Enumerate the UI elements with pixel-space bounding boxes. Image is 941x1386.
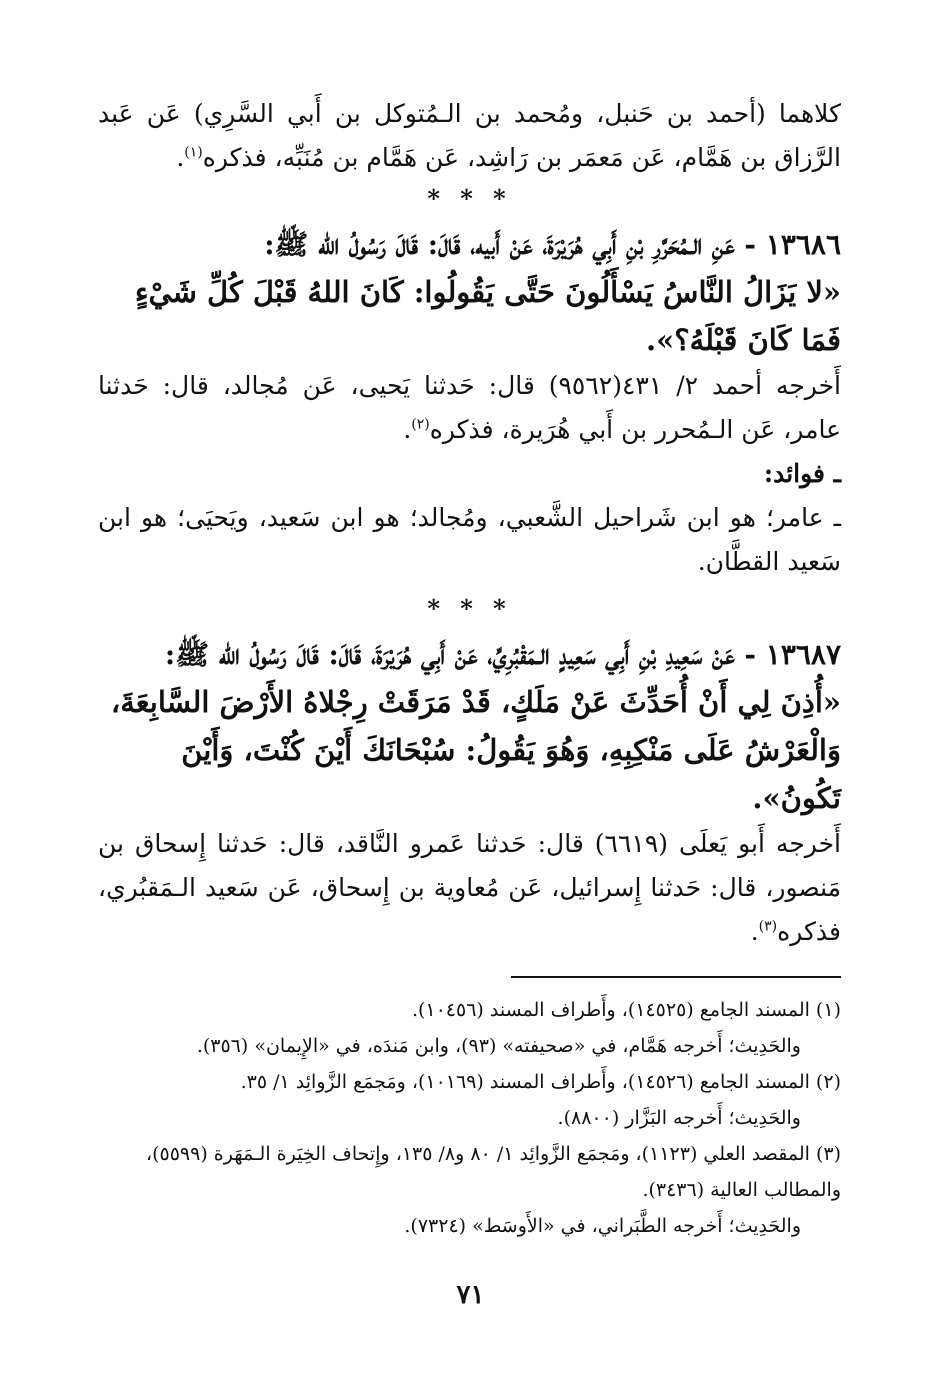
footnote-1-continuation: والحَدِيث؛ أَخرجه هَمَّام، في «صحيفته» (٩٣)، وابن مَندَه، في «الإِيمان» (٣٥٦).: [196, 1035, 801, 1057]
footnote-ref-2[interactable]: (٢): [411, 416, 430, 433]
footnote-2: (٢) المسند الجامع (١٤٥٢٦)، وأَطراف المسند (١٠١٦٩)، ومَجمَع الزَّوائِد ١/ ٣٥.: [240, 1071, 841, 1093]
hadith-13686-heading: ١٣٦٨٦ - عَنِ الـمُحَرَّرِ بْنِ أَبِي هُرَيْرَةَ، عَنْ أَبيه، قَالَ: قَالَ رَسُولُ الله ﷺ:: [264, 228, 841, 261]
footnotes: [98, 992, 841, 1244]
hadith-13686-quote: «لا يَزَالُ النَّاسُ يَسْأَلُونَ حَتَّى يَقُولُوا: كَانَ اللهُ قَبْلَ كُلِّ شَيْءٍ فَمَا كَانَ قَبْلَهُ؟».: [134, 275, 841, 357]
footnote-2-continuation: والحَدِيث؛ أَخرجه البَزَّار (٨٨٠٠).: [557, 1107, 801, 1129]
fawaid-text: ـ عامر؛ هو ابن شَراحيل الشَّعبي، ومُجالد؛ هو ابن سَعيد، ويَحيَى؛ هو ابن سَعيد القطَّان.: [98, 503, 841, 576]
footnote-divider: [511, 976, 841, 978]
opening-isnad-paragraph: كلاهما (أحمد بن حَنبل، ومُحمد بن الـمُتوكل بن أَبي السَّرِي) عَن عَبد الرَّزاق بن هَمَّام، عَن مَعمَر بن رَاشِد، عَن هَمَّام بن مُنَبِّه، فذكره$^{(١)}$.: [98, 99, 841, 172]
opening-isnad-text: كلاهما (أحمد بن حَنبل، ومُحمد بن الـمُتوكل بن أَبي السَّرِي) عَن عَبد الرَّزاق بن هَمَّام، عَن مَعمَر بن رَاشِد، عَن هَمَّام بن مُنَبِّه، فذكره: [98, 99, 841, 172]
hadith-13687-takhrij: أَخرجه أَبو يَعلَى (٦٦١٩) قال: حَدثنا عَمرو النَّاقد، قال: حَدثنا إِسحاق بن مَنصور، قال: حَدثنا إِسرائيل، عَن مُعاوية بن إِسحاق، عَن سَعيد الـمَقبُري، فذكره$^{(٣)}$.: [98, 829, 841, 946]
page-number: ٧١: [456, 1280, 485, 1310]
hadith-13686-takhrij-text: أَخرجه أحمد ٢/ ٤٣١(٩٥٦٢) قال: حَدثنا يَحيى، عَن مُجالد، قال: حَدثنا عامر، عَن الـمُحرر بن أَبي هُرَيرة، فذكره: [98, 371, 842, 444]
hadith-13687-quote: «أُذِنَ لِي أَنْ أُحَدِّثَ عَنْ مَلَكٍ، قَدْ مَرَقَتْ رِجْلاهُ الأَرْضَ السَّابِعَةَ، وَالْعَرْشُ عَلَى مَنْكِبِهِ، وَهُوَ يَقُولُ: سُبْحَانَكَ أَيْنَ كُنْتَ، وَأَيْنَ تَكُونُ».: [110, 685, 841, 815]
footnote-ref-1[interactable]: (١): [184, 144, 203, 161]
hadith-13687-takhrij-text: أَخرجه أَبو يَعلَى (٦٦١٩) قال: حَدثنا عَمرو النَّاقد، قال: حَدثنا إِسحاق بن مَنصور، قال: حَدثنا إِسرائيل، عَن مُعاوية بن إِسحاق، عَن سَعيد الـمَقبُري، فذكره: [98, 829, 841, 946]
footnote-3: (٣) المقصد العلي (١١٢٣)، ومَجمَع الزَّوائِد ١/ ٨٠ و٨/ ١٣٥، وإِتحاف الخِيَرة الـمَهَرة (٥٥٩٩)، والمطالب العالية (٣٤٣٦).: [145, 1143, 841, 1201]
hadith-13687-heading: ١٣٦٨٧ - عَنْ سَعِيدِ بْنِ أَبِي سَعِيدٍ الـمَقْبُرِيِّ، عَنْ أَبِي هُرَيْرَةَ، قَالَ: قَالَ رَسُولُ الله ﷺ:: [164, 638, 841, 671]
section-separator: * * *: [427, 184, 512, 213]
fawaid-heading: ـ فوائد:: [763, 459, 841, 488]
section-separator: * * *: [427, 594, 512, 623]
footnote-1: (١) المسند الجامع (١٤٥٢٥)، وأَطراف المسند (١٠٤٥٦).: [411, 999, 841, 1021]
footnote-3-continuation: والحَدِيث؛ أَخرجه الطَّبَراني، في «الأَوسَط» (٧٣٢٤).: [404, 1215, 801, 1237]
footnote-ref-3[interactable]: (٣): [758, 918, 778, 935]
hadith-13686-takhrij: أَخرجه أحمد ٢/ ٤٣١(٩٥٦٢) قال: حَدثنا يَحيى، عَن مُجالد، قال: حَدثنا عامر، عَن الـمُحرر بن أَبي هُرَيرة، فذكره$^{(٢)}$.: [98, 371, 842, 444]
